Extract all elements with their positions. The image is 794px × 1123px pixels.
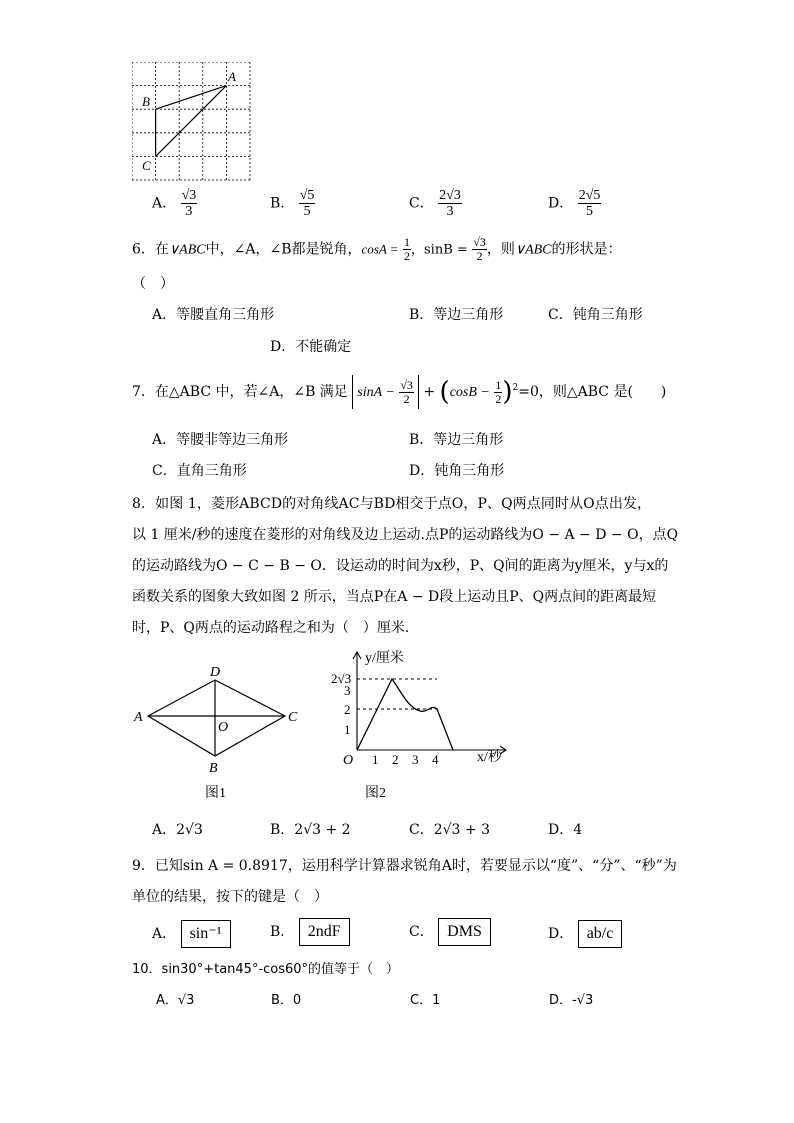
point-b-label: B — [142, 94, 150, 109]
q10-option-c[interactable]: C．1 — [410, 993, 441, 1008]
sin-inverse-key: sin⁻¹ — [181, 920, 231, 948]
q9-line-2: 单位的结果，按下的键是（ ） — [132, 889, 328, 905]
q10-option-d[interactable]: D．-√3 — [549, 993, 594, 1008]
q6-stem: 6．在∨ABC中，∠A，∠B都是锐角，cosA = $\frac{1}{2}$，sinB = $\frac{√3}{2}$，则∨ABC的形状是： — [132, 235, 622, 263]
fig1-label-a: A — [134, 710, 143, 725]
fig1-label-o: O — [218, 720, 229, 735]
fig2-ytick-3: 3 — [344, 683, 351, 698]
q6-option-d[interactable]: D．不能确定 — [270, 339, 352, 355]
q8-option-a[interactable]: A．2√3 — [152, 822, 203, 838]
q5-option-d[interactable]: D． $\frac{2√5}{5}$ — [548, 188, 601, 219]
q9-line-1: 9．已知sin A = 0.8917，运用科学计算器求锐角A时，若要显示以“度”、“分”、“秒”为 — [132, 858, 677, 874]
q7-option-c[interactable]: C．直角三角形 — [152, 463, 247, 479]
point-c-label: C — [142, 158, 151, 173]
q9-option-c[interactable]: C． DMS — [409, 918, 491, 946]
fig2-caption: 图2 — [365, 786, 386, 801]
fig2-ylabel: y/厘米 — [365, 651, 404, 666]
q10-option-a[interactable]: A．√3 — [156, 993, 195, 1008]
fig2-origin: O — [343, 753, 354, 768]
q6-option-a[interactable]: A．等腰直角三角形 — [152, 307, 275, 323]
segment-ab — [156, 86, 227, 110]
q9-option-b[interactable]: B． 2ndF — [270, 918, 350, 946]
q8-line-4: 函数关系的图象大致如图 2 所示，当点P在A − D段上运动且P、Q两点间的距离最短 — [132, 589, 657, 605]
q8-line-5: 时，P、Q两点的运动路程之和为（ ）厘米． — [132, 620, 419, 636]
dms-key: DMS — [438, 918, 491, 946]
q9-option-a[interactable]: A． sin⁻¹ — [152, 920, 231, 948]
point-a-label: A — [228, 69, 236, 84]
q8-line-1: 8．如图 1，菱形ABCD的对角线AC与BD相交于点O，P、Q两点同时从O点出发， — [132, 496, 652, 512]
q8-line-2: 以 1 厘米/秒的速度在菱形的对角线及边上运动.点P的运动路线为O − A − D − O，点Q — [132, 527, 679, 543]
fig2-xtick-4: 4 — [432, 752, 439, 767]
fig1-caption: 图1 — [205, 786, 226, 801]
q8-figure-1-rhombus — [130, 660, 310, 810]
q7-option-d[interactable]: D．钝角三角形 — [409, 463, 505, 479]
fig1-label-b: B — [209, 761, 218, 776]
q5-option-c[interactable]: C． $\frac{2√3}{3}$ — [409, 188, 461, 219]
fraction-key: ab/c — [578, 920, 623, 948]
q7-option-b[interactable]: B．等边三角形 — [409, 432, 504, 448]
2ndf-key: 2ndF — [299, 918, 350, 946]
q7-option-a[interactable]: A．等腰非等边三角形 — [152, 432, 289, 448]
q5-option-b[interactable]: B． $\frac{√5}{5}$ — [270, 188, 315, 219]
q6-option-b[interactable]: B．等边三角形 — [409, 307, 504, 323]
q10-stem: 10．sin30°+tan45°-cos60°的值等于（ ） — [132, 962, 400, 977]
q8-option-d[interactable]: D．4 — [548, 822, 583, 838]
fig2-xtick-1: 1 — [372, 752, 379, 767]
segment-ca — [156, 86, 227, 157]
q7-stem: 7．在△ABC 中，若∠A，∠B 满足 sinA − $\frac{√3}{2} + (\cos B$ − $\frac{1}{2})^2=0$，则△ABC 是( ) — [132, 377, 667, 407]
q5-option-a[interactable]: A． $\frac{√3}{3}$ — [152, 188, 197, 219]
q6-answer-blank: （ ） — [132, 276, 174, 292]
fig2-ytick-2sqrt3: 2√3 — [331, 671, 352, 686]
q8-option-b[interactable]: B．2√3 + 2 — [270, 822, 351, 838]
fig2-ytick-1: 1 — [344, 722, 351, 737]
fig1-label-c: C — [288, 710, 298, 725]
fig2-xtick-3: 3 — [412, 752, 419, 767]
q5-grid-figure — [132, 62, 252, 182]
q8-figure-2-graph — [325, 645, 515, 810]
q10-option-b[interactable]: B．0 — [271, 993, 302, 1008]
q8-option-c[interactable]: C．2√3 + 3 — [409, 822, 490, 838]
fig2-xlabel: x/秒 — [477, 750, 502, 765]
fig1-label-d: D — [210, 665, 221, 680]
fig2-xtick-2: 2 — [392, 752, 399, 767]
q9-option-d[interactable]: D． ab/c — [548, 920, 622, 948]
fig2-ytick-2: 2 — [344, 702, 351, 717]
q7-absolute-value: sinA − $\frac{√3}{2}$ — [352, 375, 419, 409]
q8-line-3: 的运动路线为O − C − B − O．设运动的时间为x秒，P、Q间的距离为y厘米，y与x的 — [132, 558, 669, 574]
q6-option-c[interactable]: C．钝角三角形 — [548, 307, 643, 323]
fig2-curve — [357, 679, 453, 750]
